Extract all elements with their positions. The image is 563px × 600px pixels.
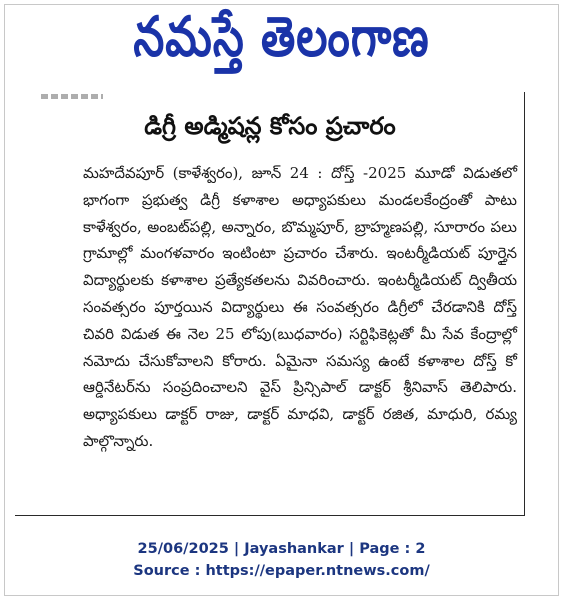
masthead <box>0 2 563 86</box>
footer-source-link[interactable]: Source : https://epaper.ntnews.com/ <box>133 563 430 579</box>
source-footer <box>0 538 563 582</box>
masthead-logo-text: నమస్తే తెలంగాణ <box>133 5 430 69</box>
clipping-edge-smudge <box>41 94 103 99</box>
article-body <box>83 160 517 455</box>
article-clipping <box>15 92 525 516</box>
article-paragraph: మహదేవపూర్‌ (కాళేశ్వరం), జూన్‌ 24 : దోస్త్‌ -2025 మూడో విడుతలో భాగంగా ప్రభుత్వ డిగ్రీ కళాశాల అధ్యాపకులు మండలకేంద్రంతో పాటు కాళేశ్వరం, అంబట్‌పల్లి, అన్నారం, బొమ్మపూర్‌, బ్రాహ్మణపల్లి, సూరారం పలు గ్రామాల్లో మంగళవారం ఇంటింటా ప్రచారం చేశారు. ఇంటర్మీడియట్‌ పూర్తైన విద్యార్థులకు కళాశాల ప్రత్యేకతలను వివరించారు. ఇంటర్మీడియట్‌ ద్వితీయ సంవత్సరం పూర్తయిన విద్యార్థులు ఈ సంవత్సరం డిగ్రీలో చేరడానికి దోస్త్‌ చివరి విడుత ఈ నెల 25 లోపు(బుధవారం) సర్టిఫికెట్లతో మీ సేవ కేంద్రాల్లో నమోదు చేసుకోవాలని కోరారు. ఏమైనా సమస్య ఉంటే కళాశాల దోస్త్‌ కో ఆర్డినేటర్‌ను సంప్రదించాలని వైస్‌ ప్రిన్సిపాల్‌ డాక్టర్‌ శ్రీనివాస్‌ తెలిపారు. అధ్యాపకులు డాక్టర్‌ రాజు, డాక్టర్‌ మాధవి, డాక్టర్‌ రజిత, మాధురి, రమ్య పాల్గొన్నారు. <box>83 164 517 450</box>
article-headline: డిగ్రీ అడ్మిషన్ల కోసం ప్రచారం <box>144 112 396 140</box>
footer-date-edition-page: 25/06/2025 | Jayashankar | Page : 2 <box>137 541 426 557</box>
